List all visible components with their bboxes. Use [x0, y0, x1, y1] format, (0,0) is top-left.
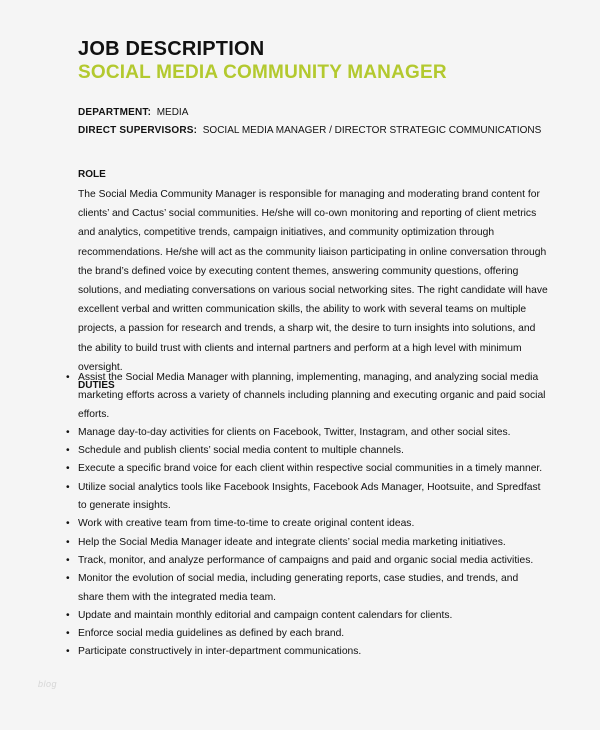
supervisors-line: [78, 125, 541, 136]
duty-item: • Participate constructively in inter-department communications.: [66, 643, 546, 661]
duty-item: • Help the Social Media Manager ideate and integrate clients’ social media marketing initiatives.: [66, 534, 546, 552]
duty-item: • Track, monitor, and analyze performance of campaigns and paid and organic social media activities.: [66, 552, 546, 570]
duty-item: • Utilize social analytics tools like Facebook Insights, Facebook Ads Manager, Hootsuite, and Spredfast to generate insights.: [66, 479, 546, 516]
duty-item: • Execute a specific brand voice for each client within respective social communities in a timely manner.: [66, 460, 546, 478]
document-title: JOB DESCRIPTION: [78, 38, 265, 60]
supervisors-value: SOCIAL MEDIA MANAGER / DIRECTOR STRATEGIC COMMUNICATIONS: [202, 125, 542, 136]
bullet-icon: •: [66, 536, 70, 548]
duty-item: • Update and maintain monthly editorial and campaign content calendars for clients.: [66, 607, 546, 625]
duty-item: • Assist the Social Media Manager with planning, implementing, managing, and analyzing social media marketing efforts across a variety of channels including planning and executing organic and paid social efforts.: [66, 369, 546, 424]
bullet-icon: •: [66, 372, 70, 383]
bullet-icon: •: [66, 554, 70, 566]
bullet-icon: •: [66, 646, 70, 658]
department-label: DEPARTMENT:: [78, 107, 152, 118]
duty-item: • Monitor the evolution of social media, including generating reports, case studies, and trends, and share them with the integrated media team.: [66, 570, 546, 607]
department-value: MEDIA: [156, 107, 189, 118]
supervisors-label: DIRECT SUPERVISORS:: [78, 125, 198, 136]
watermark: blog: [38, 679, 58, 689]
bullet-icon: •: [66, 426, 70, 438]
bullet-icon: •: [66, 481, 70, 493]
duty-item: • Enforce social media guidelines as defined by each brand.: [66, 625, 546, 643]
bullet-icon: •: [66, 445, 70, 457]
bullet-icon: •: [66, 463, 70, 475]
role-heading: ROLE: [78, 169, 106, 180]
bullet-icon: •: [66, 573, 70, 585]
department-line: [78, 107, 188, 118]
job-title: SOCIAL MEDIA COMMUNITY MANAGER: [78, 62, 447, 83]
bullet-icon: •: [66, 518, 70, 530]
duties-list: [66, 369, 546, 662]
duty-item: • Work with creative team from time-to-time to create original content ideas.: [66, 515, 546, 533]
duty-item: • Manage day-to-day activities for clients on Facebook, Twitter, Instagram, and other social sites.: [66, 424, 546, 442]
bullet-icon: •: [66, 609, 70, 621]
duties-heading: DUTIES: [78, 380, 115, 391]
duty-item: • Schedule and publish clients’ social media content to multiple channels.: [66, 442, 546, 460]
bullet-icon: •: [66, 628, 70, 640]
role-paragraph: The Social Media Community Manager is responsible for managing and moderating brand content for clients’ and Cactus’ social communities. He/she will co-own monitoring and reporting of client metrics and analytics, competitive trends, campaign initiatives, and community optimization through recommendations. He/she will act as the community liaison participating in online conversation through the brand’s defined voice by executing content themes, answering community questions, offering solutions, and mediating conversations on various social networking sites. The right candidate will have excellent verbal and written communication skills, the ability to work with several teams on multiple projects, a passion for research and trends, a sharp wit, the desire to turn insights into solutions, and the ability to build trust with clients and internal partners and perform at a high level with minimum oversight.: [78, 189, 548, 373]
